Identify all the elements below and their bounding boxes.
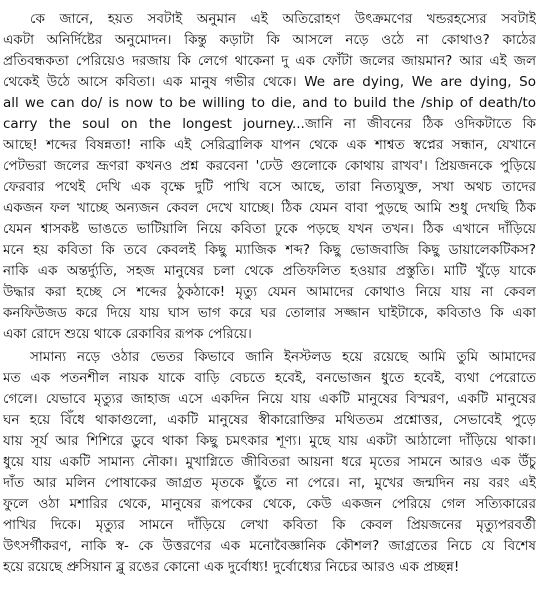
text-line: ধুয়ে যায় একটি সামান্য নৌকা। মুখাগ্নিতে জীবিতরা আয়না ধরে মৃতের সামনে আরও এক উঁচু <box>3 454 536 470</box>
text-line: ঘন হয়ে বিঁধে থাকাগুলো, একটি মানুষের স্বীকারোক্তির মথিততম প্রশ্নোত্তর, সেভাবেই পুড়ে <box>3 412 536 428</box>
text-line: ফেরবার পথেই দেখি এক বৃক্ষে দুটি পাখি বসে আছে, তারা নিত্যযুক্ত, সখা অথচ তাদের <box>3 179 536 195</box>
text-line: উদ্ধার করা হচ্ছে সে শব্দের ঠুকঠাকে! মৃত্যু যেমন আমাদের কোথাও নিয়ে যায় না কেবল <box>3 284 536 300</box>
text-line: কনফিউজড করে দিয়ে যায় ঘাস ভাগ করে ঘর তোলার সজ্জান ঘাইটাকে, কবিতাও কি একা <box>3 305 536 321</box>
text-line: গেলে। যেভাবে মৃত্যুর জাহাজ এসে একদিন নিয়ে যায় একটি মানুষের বিস্মরণ, একটি মানুষের <box>3 391 536 407</box>
text-line: দাঁত আর মলিন পোষাকের জাগ্রত মৃতকে ছুঁতে না পেরে। না, মুখের জন্মদিন নয় বরং এই <box>3 475 536 491</box>
text-line: নাকি এক অন্তর্দ্যুতি, সহজ মানুষের চলা থেকে প্রতিফলিত হওয়ার প্রস্তুতি। মাটি খুঁড়ে যাকে <box>3 263 536 279</box>
text-line: যায় সূর্য আর শিশিরে ডুবে থাকা কিছু চমৎকার শূণ্য। মুছে যায় একটা আঠালো দাঁড়িয়ে থাকা। <box>3 433 536 449</box>
text-line: হয়ে রয়েছে প্রুসিয়ান ব্লু রঙের কোনো এক দুর্বোধ্য! দুর্বোধ্যের নিচের আরও এক প্রচ্ছন্ন! <box>3 559 460 575</box>
text-line: প্রতিবন্ধকতা পেরিয়েও দরজায় কি লেগে থাকেনা দু এক ফোঁটা জলের জায়মান? আর এই জল <box>3 53 536 69</box>
text-line: ফুলে ওঠা মশারির থেকে, মানুষের রূপকের থেকে, কেউ একজন পেরিয়ে গেল সত্যিকারের <box>3 496 536 512</box>
text-line: আছে! শব্দের বিষন্নতা! নাকি এই সেরিব্রালিক যাপন থেকে এক শাশ্বত স্বপ্নের সন্ধান, যেখানে <box>3 137 536 153</box>
text-line: যেমন শ্বাসকষ্ট ভাঙতে ভাটিয়ালি নিয়ে কবিতা ঢুকে পড়ছে যখন তখন। ঠিক এখানে দাঁড়িয়ে <box>3 221 536 237</box>
text-line: একজন ফল খাচ্ছে অন্যজন কেবল দেখে যাচ্ছে। ঠিক যেমন বাবা পুড়ছে আমি শুধু দেখছি ঠিক <box>3 200 536 216</box>
text-line: পেটভরা জলের ভ্রূণরা কখনও প্রশ্ন করবেনা 'ঢেউ গুলোকে কোথায় রাখব'। প্রিয়জনকে পুড়িয়ে <box>3 158 536 174</box>
text-line: পাখির দিকে। মৃত্যুর সামনে দাঁড়িয়ে লেখা কবিতা কি কেবল প্রিয়জনের মৃত্যুপরবর্তী <box>3 517 536 533</box>
text-line: মত এক পতনশীল নায়ক যাকে বাড়ি বেচতে হবেই, বনভোজন ধুতে হবেই, ব্যথা পেরোতে <box>3 370 536 386</box>
text-line: একটা অনির্দিষ্টের অনুমোদন। কিন্তু কড়াটা কি আসলে নড়ে ওঠে না কোথাও? কাঠের <box>3 32 536 48</box>
text-line: থেকেই উঠে আসে কবিতা। এক মানুষ গভীর থেকে। We are dying, We are dying, So <box>3 74 536 90</box>
text-line: একা রোদে শুয়ে থাকে রেকাবির রূপক পেরিয়ে। <box>3 326 252 342</box>
text-line: মনে হয় কবিতা কি তবে কেবলই কিছু ম্যাজিক শব্দ? কিছু ভোজবাজি কিছু ডায়ালেকটিকস? <box>3 242 536 258</box>
text-line: সামান্য নড়ে ওঠার ভেতর কিভাবে জানি ইনস্টলড হয়ে রয়েছে আমি তুমি আমাদের <box>30 349 536 365</box>
text-line: carry the soul on the longest journey...জানি না জীবনের ঠিক ওদিকটাতে কি <box>3 116 536 132</box>
text-line: কে জানে, হয়ত সবটাই অনুমান এই অতিরোহণ উৎক্রমণের খন্ডরহস্যের সবটাই <box>30 11 536 27</box>
text-line: উৎসর্গীকরণ, নাকি স্ব- কে উত্তরণের এক মনোবৈজ্ঞানিক কৌশল? জাগ্রতের নিচে যে বিশেষ <box>3 538 536 554</box>
text-line: all we can do/ is now to be willing to die, and to build the /ship of death/to <box>3 95 536 111</box>
